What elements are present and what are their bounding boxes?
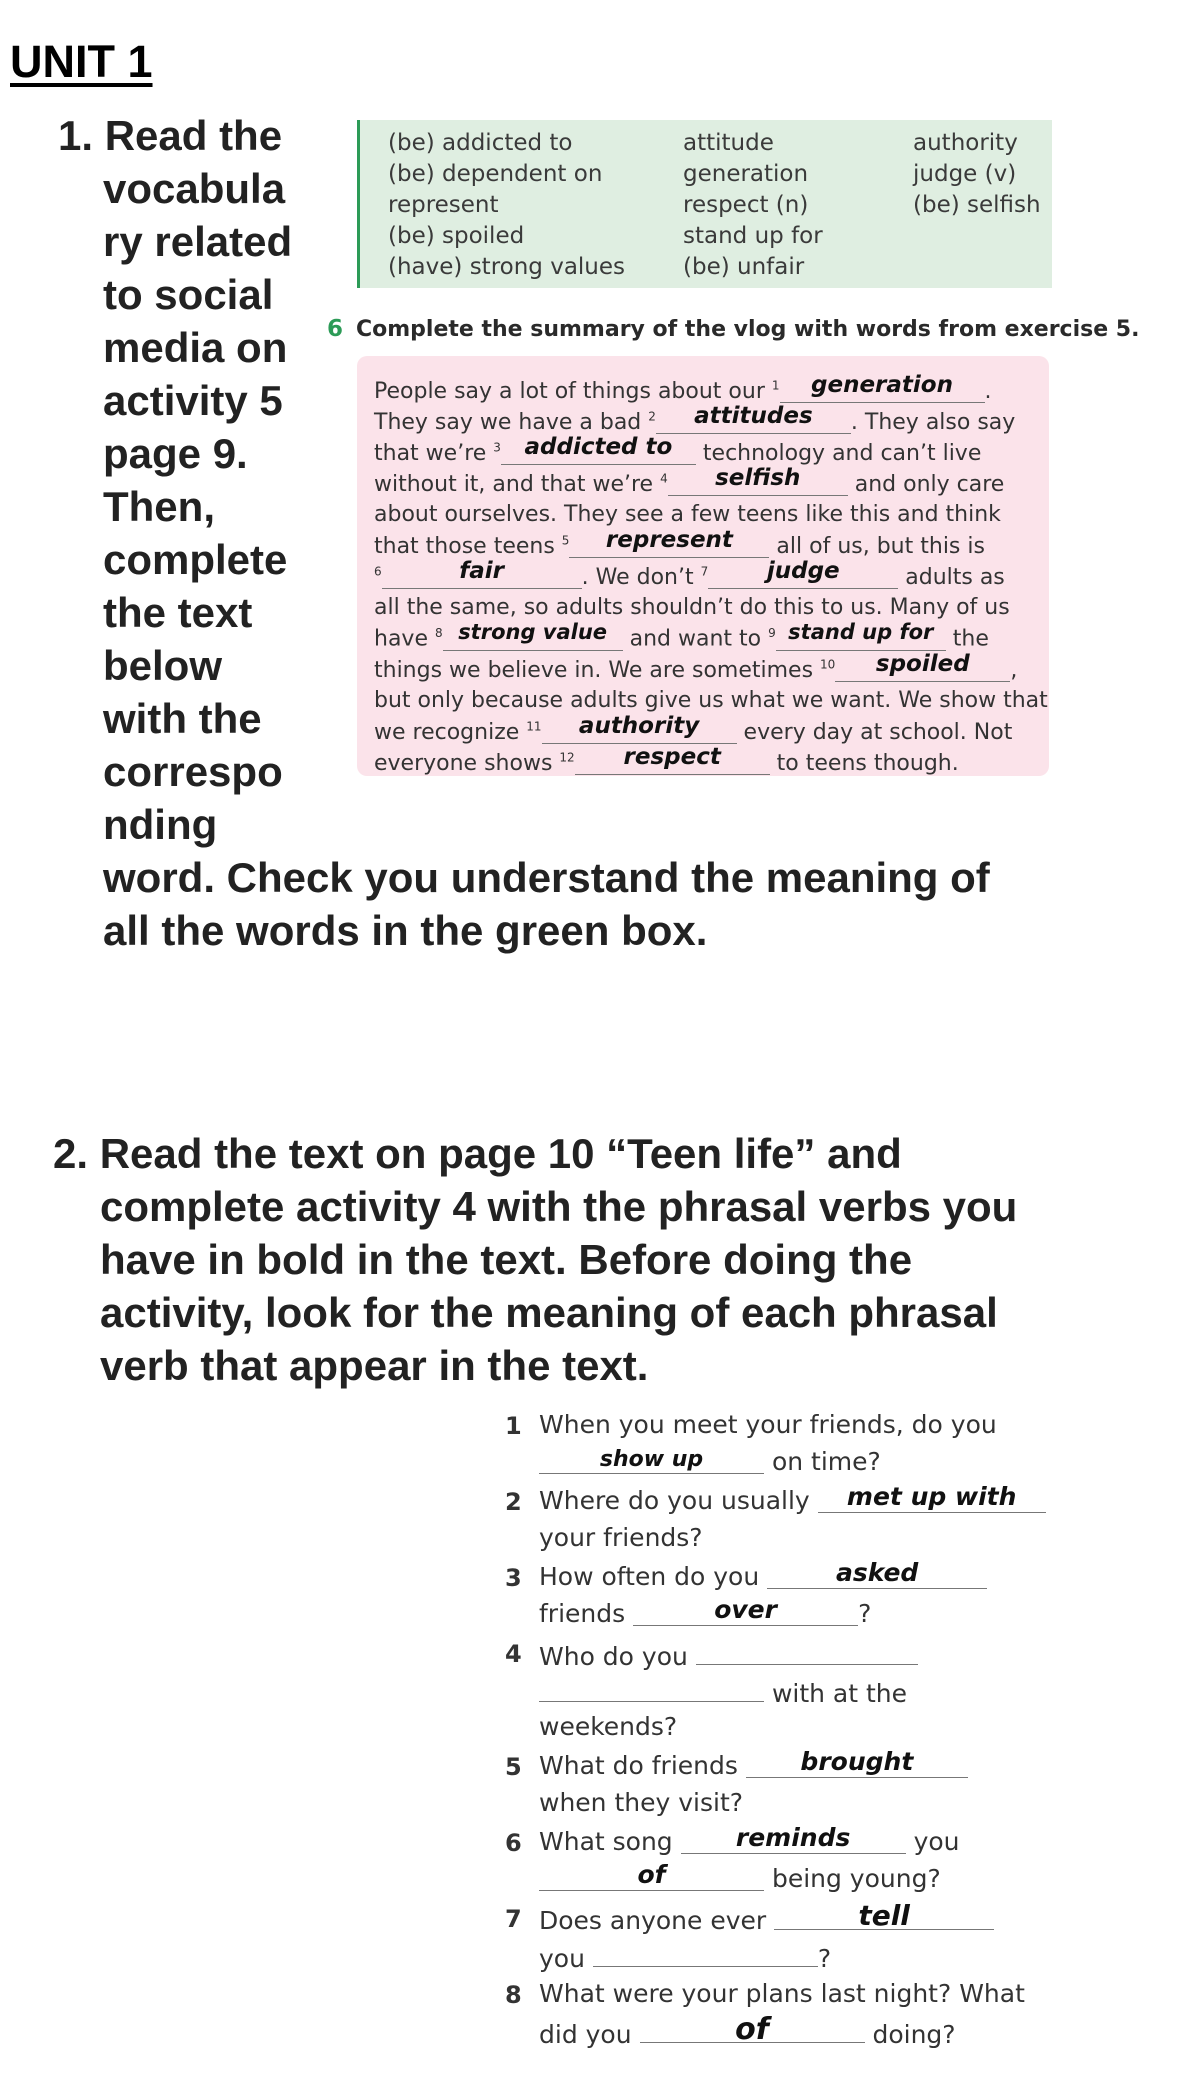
answer-text: spoiled bbox=[875, 651, 970, 677]
question-line bbox=[539, 1899, 994, 1935]
exercise-6-instruction: Complete the summary of the vlog with words from exercise 5. bbox=[356, 317, 1140, 342]
summary-text: . They also say bbox=[850, 410, 1016, 435]
question-text: being young? bbox=[764, 1864, 941, 1893]
question-number: 2 bbox=[505, 1488, 522, 1516]
summary-text: and only care bbox=[847, 472, 1005, 497]
vocab-word: attitude bbox=[683, 130, 774, 156]
question-number: 6 bbox=[505, 1829, 522, 1857]
question-text: ? bbox=[858, 1599, 872, 1628]
question-number: 8 bbox=[505, 1981, 522, 2009]
answer-text: respect bbox=[623, 744, 721, 770]
question-2-line: have in bold in the text. Before doing the bbox=[100, 1236, 913, 1283]
answer-text: asked bbox=[835, 1558, 919, 1587]
question-1-line: page 9. bbox=[103, 430, 248, 477]
answer-text: judge bbox=[766, 558, 840, 584]
blank-marker: 9 bbox=[768, 626, 776, 640]
summary-text: to teens though. bbox=[769, 751, 959, 776]
question-line bbox=[539, 2012, 956, 2049]
summary-text: People say a lot of things about our bbox=[374, 379, 772, 404]
question-line bbox=[539, 1558, 987, 1591]
vocab-word: (be) spoiled bbox=[388, 223, 525, 249]
question-text: friends bbox=[539, 1599, 634, 1628]
answer-text: generation bbox=[811, 372, 953, 398]
summary-text: everyone shows bbox=[374, 751, 560, 776]
blank-marker: 3 bbox=[493, 440, 501, 455]
question-number: 5 bbox=[505, 1753, 522, 1781]
question-number: 1 bbox=[505, 1412, 522, 1440]
summary-text: every day at school. Not bbox=[736, 720, 1013, 745]
vocab-word: stand up for bbox=[683, 223, 823, 249]
summary-text: the bbox=[945, 626, 989, 652]
question-1-line: nding bbox=[103, 801, 218, 848]
answer-blank[interactable] bbox=[681, 1823, 906, 1854]
question-text: with at the bbox=[764, 1679, 908, 1708]
question-line bbox=[539, 1638, 918, 1671]
vocab-word: (be) selfish bbox=[913, 192, 1041, 218]
question-line bbox=[539, 1860, 941, 1893]
question-1-line: to social bbox=[103, 271, 274, 318]
summary-text: about ourselves. They see a few teens like this and think bbox=[374, 502, 1001, 527]
question-2-line: complete activity 4 with the phrasal verbs you bbox=[100, 1183, 1018, 1230]
answer-text: reminds bbox=[735, 1823, 851, 1852]
question-text: doing? bbox=[864, 2020, 956, 2049]
summary-text: . bbox=[984, 379, 992, 404]
question-2-line: 2. Read the text on page 10 “Teen life” and bbox=[53, 1130, 902, 1177]
answer-blank[interactable] bbox=[746, 1747, 968, 1778]
question-1-line: ry related bbox=[103, 218, 293, 265]
summary-text: , bbox=[1010, 658, 1018, 683]
question-line bbox=[539, 1823, 960, 1856]
question-text: you bbox=[539, 1944, 593, 1973]
question-line: your friends? bbox=[539, 1523, 703, 1552]
summary-text: we recognize bbox=[374, 720, 527, 745]
answer-text: attitudes bbox=[694, 403, 813, 429]
question-1-line: correspo bbox=[103, 748, 283, 795]
question-1-line: all the words in the green box. bbox=[103, 907, 708, 954]
question-1-line: the text bbox=[103, 589, 253, 636]
vocab-word: authority bbox=[913, 130, 1018, 156]
blank-marker: 5 bbox=[561, 533, 570, 548]
summary-text: without it, and that we’re bbox=[374, 472, 661, 497]
vocab-word: (have) strong values bbox=[388, 254, 626, 280]
question-text: you bbox=[905, 1827, 960, 1856]
answer-text: stand up for bbox=[788, 620, 934, 645]
question-line bbox=[539, 1940, 831, 1973]
summary-text: but only because adults give us what we want. We show that bbox=[374, 688, 1048, 713]
answer-text: of bbox=[735, 2012, 769, 2047]
summary-text: and want to bbox=[622, 626, 769, 652]
question-line: When you meet your friends, do you bbox=[539, 1410, 997, 1439]
vocab-word: (be) addicted to bbox=[388, 130, 573, 156]
question-text: What do friends bbox=[539, 1751, 746, 1780]
question-number: 3 bbox=[505, 1564, 522, 1592]
answer-blank[interactable] bbox=[633, 1595, 858, 1626]
question-line bbox=[539, 1747, 968, 1780]
blank-marker: 1 bbox=[771, 378, 780, 393]
answer-text: represent bbox=[605, 527, 733, 553]
question-1-line: Then, bbox=[103, 483, 215, 530]
summary-text: things we believe in. We are sometimes bbox=[374, 658, 821, 683]
exercise-6-number: 6 bbox=[327, 316, 344, 342]
summary-text: that those teens bbox=[374, 534, 562, 559]
answer-blank[interactable] bbox=[696, 1638, 918, 1665]
blank-marker: 11 bbox=[526, 719, 542, 734]
answer-blank[interactable] bbox=[774, 1899, 994, 1932]
answer-text: selfish bbox=[715, 465, 801, 491]
question-number: 7 bbox=[505, 1905, 522, 1933]
vocab-word: (be) unfair bbox=[683, 254, 805, 280]
question-1-line: complete bbox=[103, 536, 288, 583]
answer-blank[interactable] bbox=[539, 1860, 764, 1891]
question-number: 4 bbox=[505, 1640, 522, 1668]
answer-text: addicted to bbox=[524, 434, 673, 460]
blank-marker: 4 bbox=[660, 471, 668, 486]
question-1-line: vocabula bbox=[103, 165, 286, 212]
summary-text: have bbox=[374, 626, 435, 652]
question-1-line: 1. Read the bbox=[58, 112, 283, 159]
blank-marker: 6 bbox=[374, 564, 382, 579]
answer-text: strong value bbox=[458, 620, 608, 645]
question-text: How often do you bbox=[539, 1562, 768, 1591]
question-text: Who do you bbox=[539, 1642, 696, 1671]
vocab-word: judge (v) bbox=[913, 161, 1017, 187]
answer-text: brought bbox=[800, 1747, 914, 1776]
blank-marker: 8 bbox=[434, 626, 443, 640]
summary-text: that we’re bbox=[374, 441, 494, 466]
summary-text: adults as bbox=[898, 565, 1005, 590]
answer-text: over bbox=[714, 1595, 777, 1624]
answer-text: met up with bbox=[846, 1482, 1017, 1511]
vocab-word: respect (n) bbox=[683, 192, 809, 218]
question-line bbox=[539, 1482, 1046, 1515]
question-text: What song bbox=[539, 1827, 681, 1856]
question-text: Where do you usually bbox=[539, 1486, 818, 1515]
answer-text: of bbox=[637, 1860, 666, 1889]
unit-title: UNIT 1 bbox=[10, 36, 153, 87]
question-text: did you bbox=[539, 2020, 640, 2049]
question-text: Does anyone ever bbox=[539, 1906, 775, 1935]
summary-text: technology and can’t live bbox=[695, 441, 982, 466]
answer-blank[interactable] bbox=[640, 2012, 865, 2047]
answer-text: show up bbox=[599, 1447, 704, 1472]
vocab-word: represent bbox=[388, 192, 499, 218]
answer-text: fair bbox=[459, 558, 505, 584]
question-1-line: activity 5 bbox=[103, 377, 283, 424]
question-line: weekends? bbox=[539, 1712, 678, 1741]
question-1-line: word. Check you understand the meaning of bbox=[103, 854, 990, 901]
summary-text: all of us, but this is bbox=[769, 534, 985, 559]
question-line bbox=[539, 1675, 907, 1708]
answer-blank[interactable] bbox=[539, 1447, 764, 1474]
vocab-word: generation bbox=[683, 161, 809, 187]
answer-text: tell bbox=[858, 1899, 910, 1932]
summary-text: . We don’t bbox=[581, 565, 701, 590]
question-line: when they visit? bbox=[539, 1788, 744, 1817]
answer-blank[interactable] bbox=[593, 1940, 818, 1967]
question-1-line: below bbox=[103, 642, 223, 689]
question-1-line: with the bbox=[103, 695, 262, 742]
blank-marker: 10 bbox=[820, 657, 836, 672]
blank-marker: 12 bbox=[559, 750, 575, 765]
question-line bbox=[539, 1595, 872, 1628]
question-2-line: activity, look for the meaning of each phrasal bbox=[100, 1289, 998, 1336]
summary-text: all the same, so adults shouldn’t do this to us. Many of us bbox=[374, 595, 1010, 620]
question-text: on time? bbox=[764, 1447, 881, 1476]
question-text: ? bbox=[817, 1944, 832, 1973]
question-line bbox=[539, 1447, 881, 1476]
answer-blank[interactable] bbox=[539, 1675, 764, 1702]
question-line: What were your plans last night? What bbox=[539, 1979, 1025, 2008]
blank-marker: 2 bbox=[648, 409, 656, 424]
answer-blank[interactable] bbox=[767, 1558, 987, 1589]
answer-text: authority bbox=[578, 713, 700, 739]
answer-blank[interactable] bbox=[818, 1482, 1046, 1513]
vocab-word: (be) dependent on bbox=[388, 161, 603, 187]
summary-text: They say we have a bad bbox=[374, 410, 649, 435]
blank-marker: 7 bbox=[700, 564, 709, 579]
question-1-line: media on bbox=[103, 324, 288, 371]
question-2-line: verb that appear in the text. bbox=[100, 1342, 649, 1389]
